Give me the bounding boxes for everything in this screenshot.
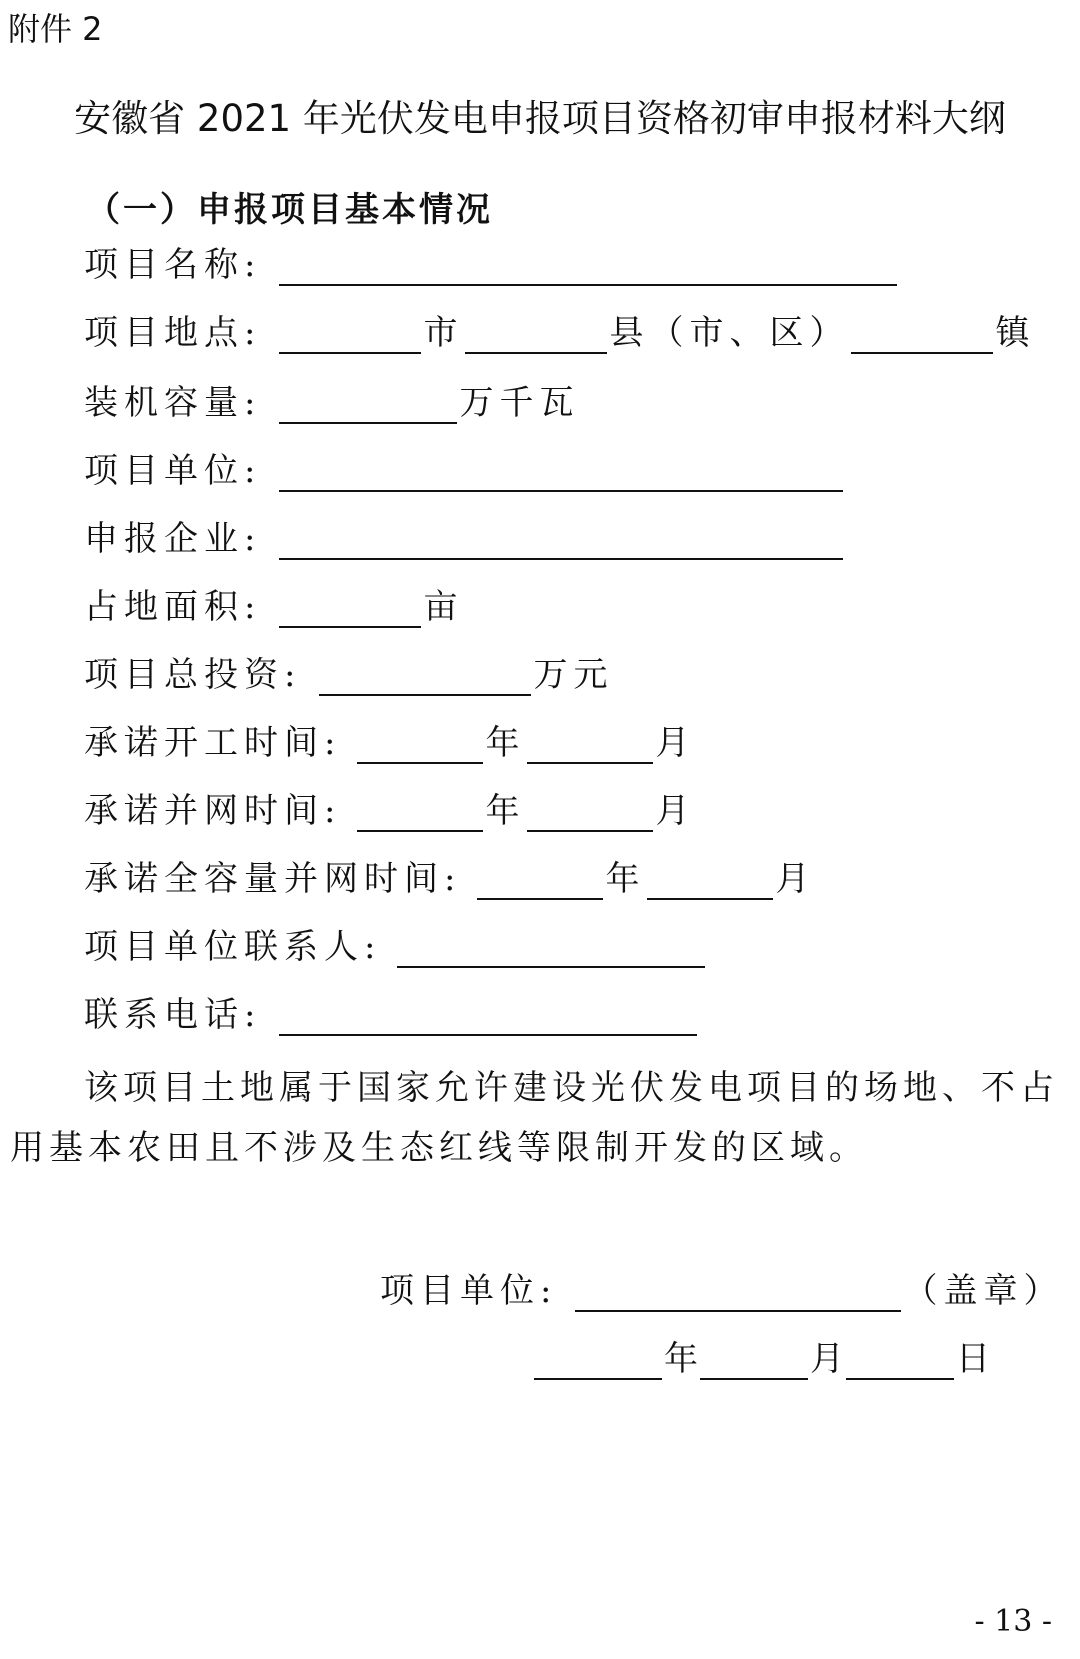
blank-line[interactable] <box>465 318 607 354</box>
blank-line[interactable] <box>357 728 483 764</box>
field-label: 占地面积: <box>84 587 262 627</box>
unit-text: 万元 <box>533 655 614 695</box>
attachment-label: 附件 2 <box>8 10 103 48</box>
field-label: 项目单位: <box>380 1271 558 1311</box>
blank-line[interactable] <box>527 728 653 764</box>
unit-text: 县（市、区） <box>609 313 850 353</box>
unit-text: 亩 <box>423 587 464 627</box>
blank-line[interactable] <box>279 524 843 560</box>
unit-text: 月 <box>655 723 696 763</box>
field-label: 装机容量: <box>84 383 262 423</box>
section-heading: （一）申报项目基本情况 <box>86 190 493 230</box>
field-investment <box>84 648 613 696</box>
blank-line[interactable] <box>851 318 993 354</box>
field-project-unit <box>84 444 845 492</box>
unit-text: 年 <box>605 859 646 899</box>
blank-line[interactable] <box>279 388 457 424</box>
unit-text: 年 <box>485 723 526 763</box>
field-start-time <box>84 716 695 764</box>
blank-line[interactable] <box>279 1000 697 1036</box>
field-capacity <box>84 376 579 424</box>
blank-line[interactable] <box>279 456 843 492</box>
blank-line[interactable] <box>534 1344 662 1380</box>
field-project-name <box>84 238 899 286</box>
unit-text: 市 <box>423 313 464 353</box>
blank-line[interactable] <box>477 864 603 900</box>
signature-date <box>532 1332 990 1380</box>
field-full-grid-time <box>84 852 815 900</box>
field-grid-time <box>84 784 695 832</box>
unit-text: 镇 <box>995 313 1036 353</box>
field-label: 项目单位: <box>84 451 262 491</box>
blank-line[interactable] <box>397 932 705 968</box>
field-contact <box>84 920 707 968</box>
field-label: 申报企业: <box>84 519 262 559</box>
unit-text: 月 <box>775 859 816 899</box>
page-number: - 13 - <box>974 1604 1052 1639</box>
field-label: 承诺全容量并网时间: <box>84 859 462 899</box>
unit-text: 月 <box>810 1339 844 1379</box>
field-area <box>84 580 463 628</box>
field-label: 项目单位联系人: <box>84 927 382 967</box>
document-title: 安徽省 2021 年光伏发电申报项目资格初审申报材料大纲 <box>74 97 1006 140</box>
field-applicant <box>84 512 845 560</box>
blank-line[interactable] <box>647 864 773 900</box>
field-label: 承诺并网时间: <box>84 791 342 831</box>
field-phone <box>84 988 699 1036</box>
statement-paragraph: 该项目土地属于国家允许建设光伏发电项目的场地、不占用基本农田且不涉及生态红线等限制开发的区域。 <box>10 1068 1059 1168</box>
seal-text: （盖章） <box>903 1271 1064 1311</box>
field-label: 项目地点: <box>84 313 262 353</box>
blank-line[interactable] <box>357 796 483 832</box>
unit-text: 月 <box>655 791 696 831</box>
field-label: 项目名称: <box>84 245 262 285</box>
unit-text: 年 <box>664 1339 698 1379</box>
field-label: 承诺开工时间: <box>84 723 342 763</box>
signature-unit <box>380 1264 1063 1312</box>
blank-line[interactable] <box>527 796 653 832</box>
field-label: 联系电话: <box>84 995 262 1035</box>
unit-text: 万千瓦 <box>459 383 580 423</box>
unit-text: 年 <box>485 791 526 831</box>
field-project-location <box>84 306 1035 354</box>
blank-line[interactable] <box>846 1344 954 1380</box>
blank-line[interactable] <box>319 660 531 696</box>
blank-line[interactable] <box>279 318 421 354</box>
blank-line[interactable] <box>575 1276 901 1312</box>
blank-line[interactable] <box>279 592 421 628</box>
blank-line[interactable] <box>700 1344 808 1380</box>
blank-line[interactable] <box>279 250 897 286</box>
unit-text: 日 <box>956 1339 990 1379</box>
field-label: 项目总投资: <box>84 655 302 695</box>
